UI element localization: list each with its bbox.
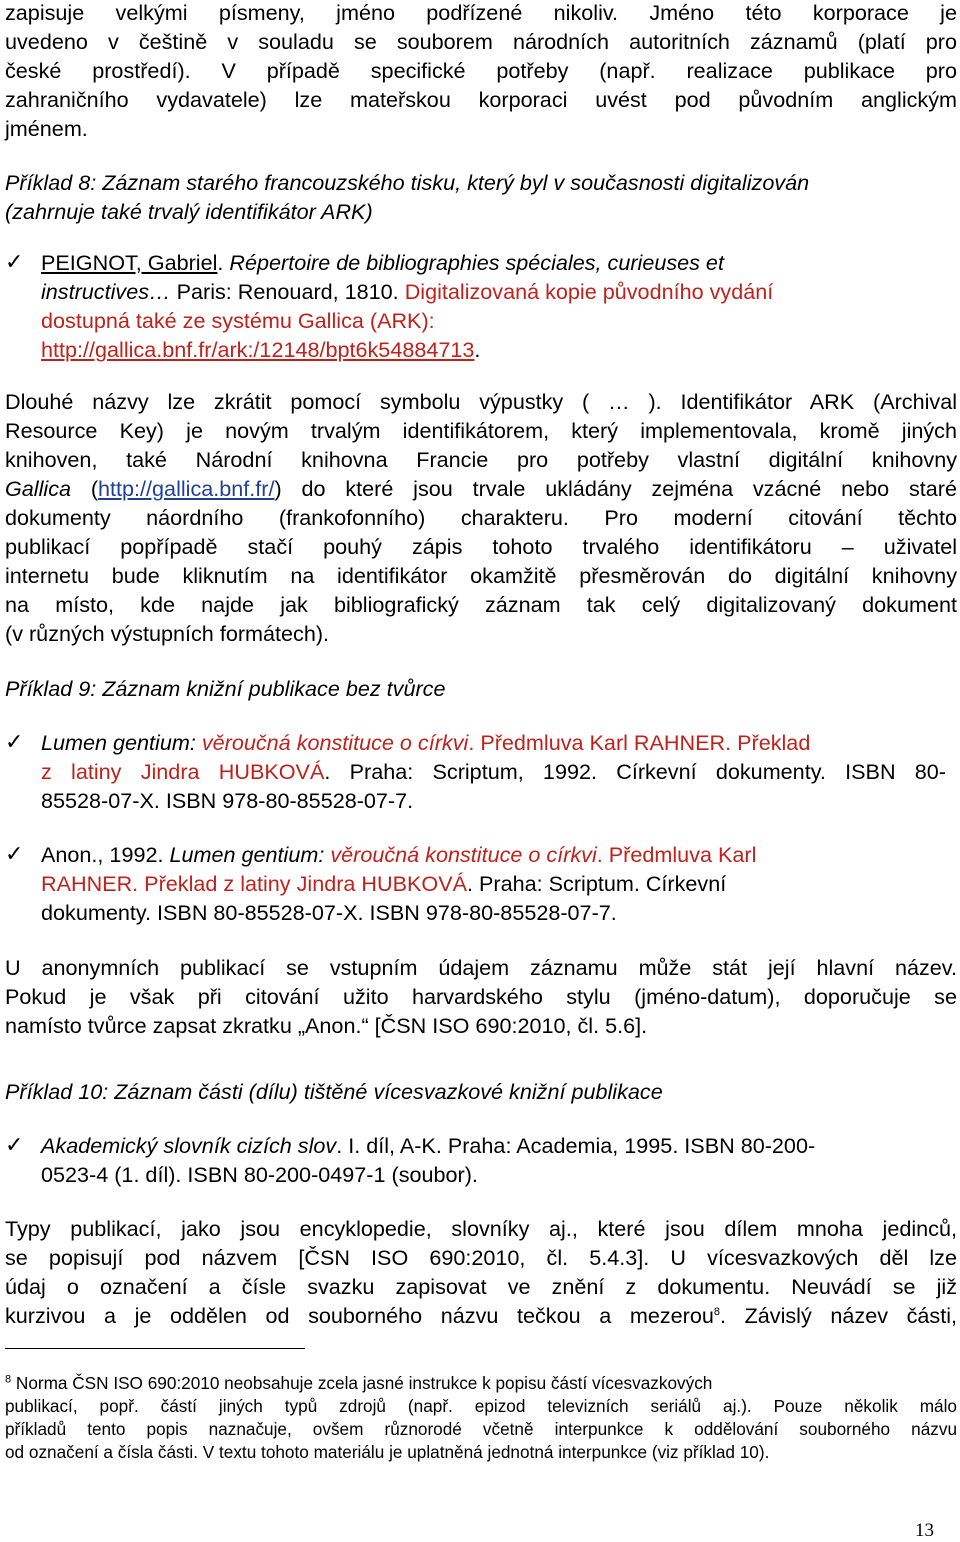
isbn-line: 85528-07-X. ISBN 978-80-85528-07-7. — [41, 788, 414, 813]
text-line: dokumenty náordního (frankofonního) charakteru. Pro moderní citování těchto — [5, 505, 957, 530]
footnote-mark: 8 — [5, 1373, 12, 1386]
isbn-line: dokumenty. ISBN 80-85528-07-X. ISBN 978-80-85528-07-7. — [41, 900, 617, 925]
checkmark-icon: ✓ — [5, 1133, 24, 1158]
text-line: internetu bude kliknutím na identifikátor okamžitě přesměrován do digitální knihovny — [5, 563, 957, 588]
checkmark-icon: ✓ — [5, 730, 24, 755]
responsibility-cont: z latiny Jindra HUBKOVÁ — [41, 759, 325, 784]
imprint: Praha: Scriptum, 1992. Církevní dokumenty. ISBN 80- — [349, 759, 946, 784]
work-title: Lumen gentium — [41, 730, 190, 755]
work-title: Akademický slovník cizích slov — [41, 1133, 337, 1158]
work-title-cont: instructives… — [41, 279, 171, 304]
gallica-link[interactable]: http://gallica.bnf.fr/ — [98, 476, 275, 501]
text-line: Typy publikací, jako jsou encyklopedie, slovníky aj., které jsou dílem mnoha jedinců, — [5, 1216, 957, 1241]
author-lead: Anon., 1992. — [41, 842, 164, 867]
example-9-heading: Příklad 9: Záznam knižní publikace bez tvůrce — [5, 676, 446, 701]
text-line: příkladů tento popis naznačuje, ovšem různorodé včetně interpunkce k oddělování souborného názvu — [5, 1419, 957, 1439]
text-line: zahraničního vydavatele) lze mateřskou korporaci uvést pod původním anglickým — [5, 87, 957, 112]
page-number: 13 — [915, 1520, 934, 1541]
text-line: (v různých výstupních formátech). — [5, 621, 330, 646]
text-span: do které jsou trvale ukládány zejména vzácné nebo staré — [301, 476, 957, 501]
text-span: kurzivou a je oddělen od souborného názvu tečkou a mezerou — [5, 1303, 714, 1328]
responsibility-cont: RAHNER. Překlad z latiny Jindra HUBKOVÁ — [41, 871, 468, 896]
imprint: Paris: Renouard, 1810. — [176, 279, 399, 304]
text-line: knihoven, také Národní knihovna Francie pro potřeby vlastní digitální knihovny — [5, 447, 957, 472]
digitization-note: Digitalizovaná kopie původního vydání — [404, 279, 774, 304]
text-span: Identifikátor ARK (Archival — [680, 389, 957, 414]
text-span: . Závislý název části, — [719, 1303, 957, 1328]
checkmark-icon: ✓ — [5, 250, 24, 275]
ark-link[interactable]: http://gallica.bnf.fr/ark:/12148/bpt6k54884713 — [41, 337, 475, 362]
text-line: na místo, kde najde jak bibliografický záznam tak celý digitalizovaný dokument — [5, 592, 957, 617]
text-line: zapisuje velkými písmeny, jméno podřízené nikoliv. Jméno této korporace je — [5, 0, 957, 25]
text-line: uvedeno v češtině v souladu se souborem národních autoritních záznamů (platí pro — [5, 29, 957, 54]
text-line: údaj o označení a čísle svazku zapisovat ve znění z dokumentu. Neuvádí se již — [5, 1274, 957, 1299]
text-line: od označení a čísla části. V textu tohoto materiálu je uplatněná jednotná interpunkce (viz příklad 10). — [5, 1442, 770, 1462]
text-line: jménem. — [5, 116, 88, 141]
work-title: Lumen gentium — [169, 842, 319, 867]
checkmark-icon: ✓ — [5, 842, 24, 867]
document-page: zapisuje velkými písmeny, jméno podřízené nikoliv. Jméno této korporace je uvedeno v češtině v souladu se souborem národních autoritních záznamů (platí pro české prostředí). V případě specifické potřeby (např. realizace publikace pro zahraničního vydavatele) lze mateřskou korporaci uvést pod původním anglickým jménem. Příklad 8: Záznam starého francouzského tisku, který byl v současnosti digitalizován (zahrnuje také trvalý identifikátor ARK) ✓ PEIGNOT, Gabriel. Répertoire de bibliographies spéciales, curieuses et instructives… Paris: Renouard, 1810. Digitalizovaná kopie původního vydání dostupná také ze systému Gallica (ARK): http://gallica.bnf.fr/ark:/12148/bpt6k54884713. Dlouhé názvy lze zkrátit pomocí symbolu výpustky ( … ). Identifikátor ARK (Archival Resource Key) je novým trvalým identifikátorem, který implementovala, kromě jiných knihoven, také Národní knihovna Francie pro potřeby vlastní digitální knihovny Gallica (http://gallica.bnf.fr/) do které jsou trvale ukládány zejména vzácné nebo staré dokumenty náordního (frankofonního) charakteru. Pro moderní citování těchto publikací popřípadě stačí pouhý zápis tohoto trvalého identifikátoru – uživatel internetu bude kliknutím na identifikátor okamžitě přesměrován do digitální knihovny na místo, kde najde jak bibliografický záznam tak celý digitalizovaný dokument (v různých výstupních formátech). Příklad 9: Záznam knižní publikace bez tvůrce ✓ Lumen gentium: věroučná konstituce o církvi. Předmluva Karl RAHNER. Překlad z latiny Jindra HUBKOVÁ. Praha: Scriptum, 1992. Církevní dokumenty. ISBN 80- 85528-07-X. ISBN 978-80-85528-07-7. ✓ Anon., 1992. Lumen gentium: věroučná konstituce o církvi. Předmluva Karl RAHNER. Překlad z latiny Jindra HUBKOVÁ. Praha: Scriptum. Církevní dokumenty. ISBN 80-85528-07-X. ISBN 978-80-85528-07-7. U anonymních publikací se vstupním údajem záznamu může stát její hlavní název. Pokud je však při citování užito harvardského stylu (jméno-datum), doporučuje se namísto tvůrce zapsat zkratku „Anon.“ [ČSN ISO 690:2010, čl. 5.6]. Příklad 10: Záznam části (dílu) tištěné vícesvazkové knižní publikace ✓ Akademický slovník cizích slov. I. díl, A-K. Praha: Academia, 1995. ISBN 80-200- 0523-4 (1. díl). ISBN 80-200-0497-1 (soubor). Typy publikací, jako jsou encyklopedie, slovníky aj., které jsou dílem mnoha jedinců, se popisují pod názvem [ČSN ISO 690:2010, čl. 5.4.3]. U vícesvazkových děl lze údaj o označení a čísle svazku zapisovat ve znění z dokumentu. Neuvádí se již kurzivou a je oddělen od souborného názvu tečkou a mezerou$^8$. Závislý název části, $^8$ Norma ČSN ISO 690:2010 neobsahuje zcela jasné instrukce k popisu částí vícesvazkových publikací, popř. částí jiných typů zdrojů (např. epizod televizních seriálů aj.). Pouze několik málo příkladů tento popis naznačuje, ovšem různorodé včetně interpunkce k oddělování souborného názvu od označení a čísla části. V textu tohoto materiálu je uplatněná jednotná interpunkce (viz příklad 10). 13 — [5, 0, 957, 1541]
gallica-name: Gallica — [5, 476, 72, 501]
work-title: Répertoire de bibliographies spéciales, curieuses et — [229, 250, 724, 275]
responsibility: Předmluva Karl — [608, 842, 757, 867]
text-line: české prostředí). V případě specifické potřeby (např. realizace publikace pro — [5, 58, 957, 83]
text-line: U anonymních publikací se vstupním údajem záznamu může stát její hlavní název. — [5, 955, 957, 980]
footnote-separator — [5, 1348, 305, 1349]
digitization-note-cont: dostupná také ze systému Gallica (ARK): — [41, 308, 435, 333]
text-line: Resource Key) je novým trvalým identifikátorem, který implementovala, kromě jiných — [5, 418, 957, 443]
text-line: Pokud je však při citování užito harvardského stylu (jméno-datum), doporučuje se — [5, 984, 957, 1009]
example-8-heading-cont: (zahrnuje také trvalý identifikátor ARK) — [5, 199, 373, 224]
responsibility: Předmluva Karl RAHNER. Překlad — [480, 730, 811, 755]
imprint: . I. díl, A-K. Praha: Academia, 1995. ISBN 80-200- — [336, 1133, 816, 1158]
work-subtitle: věroučná konstituce o církvi — [330, 842, 597, 867]
author-name: PEIGNOT, Gabriel — [41, 250, 218, 275]
work-subtitle: věroučná konstituce o církvi — [201, 730, 469, 755]
footnote-ref: 8 — [713, 1305, 720, 1318]
text-line: namísto tvůrce zapsat zkratku „Anon.“ [ČSN ISO 690:2010, čl. 5.6]. — [5, 1013, 648, 1038]
isbn-line: 0523-4 (1. díl). ISBN 80-200-0497-1 (soubor). — [41, 1162, 478, 1187]
text-span: Norma ČSN ISO 690:2010 neobsahuje zcela jasné instrukce k popisu částí vícesvazkových — [15, 1373, 713, 1393]
example-10-heading: Příklad 10: Záznam části (dílu) tištěné vícesvazkové knižní publikace — [5, 1079, 663, 1104]
text-line: publikací popřípadě stačí pouhý zápis tohoto trvalého identifikátoru – uživatel — [5, 534, 957, 559]
text-span: Dlouhé názvy lze zkrátit pomocí symbolu výpustky ( … ). — [5, 389, 662, 414]
imprint: Praha: Scriptum. Církevní — [479, 871, 727, 896]
text-line: se popisují pod názvem [ČSN ISO 690:2010, čl. 5.4.3]. U vícesvazkových děl lze — [5, 1245, 957, 1270]
example-8-heading: Příklad 8: Záznam starého francouzského tisku, který byl v současnosti digitalizován — [5, 170, 810, 195]
text-line: publikací, popř. částí jiných typů zdrojů (např. epizod televizních seriálů aj.). Pouze několik málo — [5, 1396, 957, 1416]
